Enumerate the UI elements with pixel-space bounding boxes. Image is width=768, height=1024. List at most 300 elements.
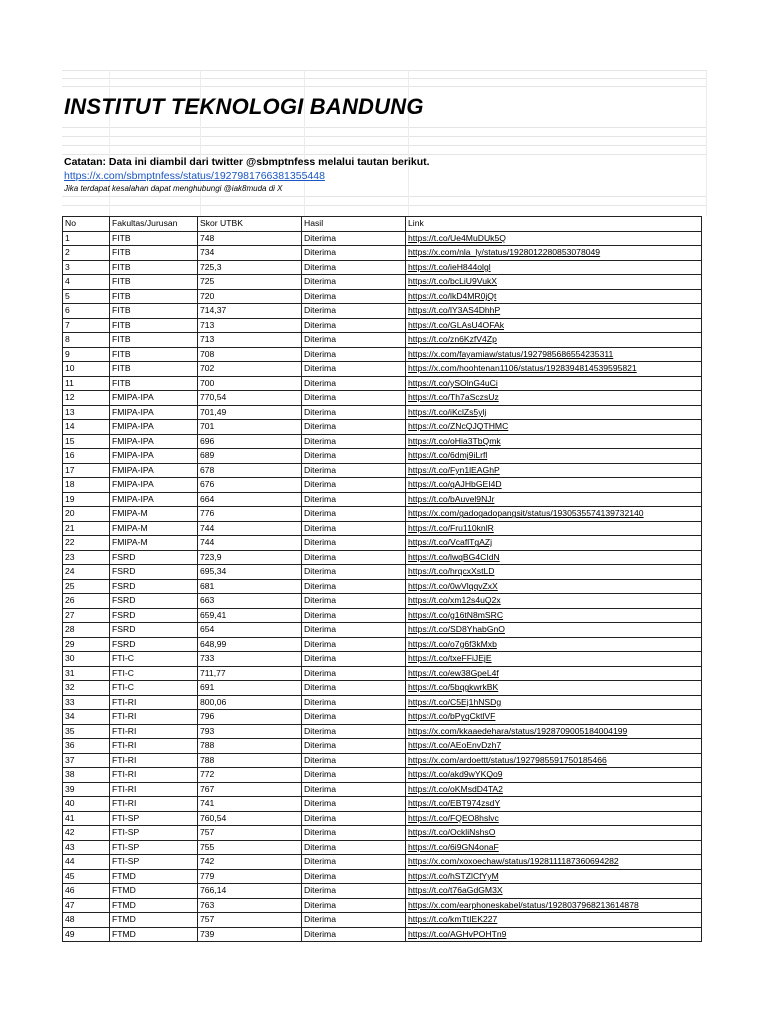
score-cell: 796: [198, 710, 302, 725]
table-body: [63, 231, 702, 942]
faculty-cell: FTI-SP: [110, 840, 198, 855]
score-cell: 695,34: [198, 565, 302, 580]
table-row: [63, 391, 702, 406]
link-cell[interactable]: https://x.com/kkaaedehara/status/1928709005184004199: [406, 724, 702, 739]
table-row: [63, 579, 702, 594]
row-number: 41: [63, 811, 110, 826]
score-cell: 744: [198, 521, 302, 536]
result-cell: Diterima: [302, 884, 406, 899]
row-number: 7: [63, 318, 110, 333]
score-cell: 793: [198, 724, 302, 739]
result-cell: Diterima: [302, 724, 406, 739]
faculty-cell: FTI-C: [110, 681, 198, 696]
faculty-cell: FMIPA-IPA: [110, 434, 198, 449]
link-cell[interactable]: https://t.co/SD8YhabGnO: [406, 623, 702, 638]
faculty-cell: FTI-SP: [110, 855, 198, 870]
score-cell: 696: [198, 434, 302, 449]
link-cell[interactable]: https://t.co/ySOlnG4uCi: [406, 376, 702, 391]
row-number: 11: [63, 376, 110, 391]
result-cell: Diterima: [302, 768, 406, 783]
table-row: [63, 376, 702, 391]
row-number: 27: [63, 608, 110, 623]
score-cell: 776: [198, 507, 302, 522]
faculty-cell: FSRD: [110, 550, 198, 565]
table-row: [63, 492, 702, 507]
score-cell: 757: [198, 826, 302, 841]
result-cell: Diterima: [302, 304, 406, 319]
result-cell: Diterima: [302, 710, 406, 725]
link-cell[interactable]: https://t.co/FQEO8hslvc: [406, 811, 702, 826]
score-cell: 744: [198, 536, 302, 551]
faculty-cell: FTI-RI: [110, 695, 198, 710]
row-number: 14: [63, 420, 110, 435]
result-cell: Diterima: [302, 463, 406, 478]
sheet-gridline: [109, 70, 110, 216]
score-cell: 757: [198, 913, 302, 928]
score-cell: 788: [198, 753, 302, 768]
result-cell: Diterima: [302, 739, 406, 754]
result-cell: Diterima: [302, 637, 406, 652]
row-number: 23: [63, 550, 110, 565]
sheet-gridline: [62, 86, 707, 87]
row-number: 8: [63, 333, 110, 348]
faculty-cell: FITB: [110, 289, 198, 304]
result-cell: Diterima: [302, 565, 406, 580]
table-row: [63, 304, 702, 319]
faculty-cell: FSRD: [110, 565, 198, 580]
score-cell: 648,99: [198, 637, 302, 652]
score-cell: 654: [198, 623, 302, 638]
link-cell[interactable]: https://t.co/ew38GpeL4f: [406, 666, 702, 681]
faculty-cell: FTI-SP: [110, 811, 198, 826]
table-row: [63, 536, 702, 551]
result-cell: Diterima: [302, 376, 406, 391]
table-row: [63, 405, 702, 420]
score-cell: 760,54: [198, 811, 302, 826]
link-cell[interactable]: https://t.co/qAJHbGEI4D: [406, 478, 702, 493]
faculty-cell: FMIPA-M: [110, 507, 198, 522]
table-row: [63, 898, 702, 913]
result-cell: Diterima: [302, 333, 406, 348]
score-cell: 689: [198, 449, 302, 464]
result-cell: Diterima: [302, 347, 406, 362]
faculty-cell: FSRD: [110, 594, 198, 609]
faculty-cell: FMIPA-IPA: [110, 492, 198, 507]
sheet-gridline: [62, 205, 707, 206]
table-row: [63, 753, 702, 768]
faculty-cell: FMIPA-IPA: [110, 463, 198, 478]
faculty-cell: FTMD: [110, 913, 198, 928]
link-cell[interactable]: https://t.co/ieH844olgl: [406, 260, 702, 275]
result-cell: Diterima: [302, 594, 406, 609]
table-row: [63, 666, 702, 681]
score-cell: 702: [198, 362, 302, 377]
link-cell[interactable]: https://t.co/bAuvel9NJr: [406, 492, 702, 507]
table-row: [63, 913, 702, 928]
link-cell[interactable]: https://x.com/ardoettt/status/1927985591750185466: [406, 753, 702, 768]
result-cell: Diterima: [302, 550, 406, 565]
row-number: 46: [63, 884, 110, 899]
table-row: [63, 840, 702, 855]
faculty-cell: FMIPA-IPA: [110, 478, 198, 493]
result-cell: Diterima: [302, 797, 406, 812]
table-row: [63, 246, 702, 261]
row-number: 40: [63, 797, 110, 812]
score-cell: 701: [198, 420, 302, 435]
faculty-cell: FTI-RI: [110, 753, 198, 768]
result-cell: Diterima: [302, 666, 406, 681]
table-row: [63, 710, 702, 725]
table-row: [63, 652, 702, 667]
faculty-cell: FTI-SP: [110, 826, 198, 841]
link-cell[interactable]: https://t.co/akd9wYKQo9: [406, 768, 702, 783]
score-cell: 714,37: [198, 304, 302, 319]
link-cell[interactable]: https://t.co/oHia3TbQmk: [406, 434, 702, 449]
link-cell[interactable]: https://t.co/ZNcQJQTHMC: [406, 420, 702, 435]
table-row: [63, 550, 702, 565]
link-cell[interactable]: https://t.co/OckliNshsO: [406, 826, 702, 841]
table-row: [63, 275, 702, 290]
result-cell: Diterima: [302, 826, 406, 841]
result-cell: Diterima: [302, 753, 406, 768]
sheet-gridline: [706, 70, 707, 216]
table-row: [63, 594, 702, 609]
result-cell: Diterima: [302, 681, 406, 696]
result-cell: Diterima: [302, 507, 406, 522]
row-number: 29: [63, 637, 110, 652]
row-number: 2: [63, 246, 110, 261]
row-number: 31: [63, 666, 110, 681]
sheet-gridline: [62, 154, 707, 155]
score-cell: 725: [198, 275, 302, 290]
row-number: 15: [63, 434, 110, 449]
result-cell: Diterima: [302, 695, 406, 710]
result-cell: Diterima: [302, 362, 406, 377]
row-number: 32: [63, 681, 110, 696]
score-cell: 664: [198, 492, 302, 507]
link-cell[interactable]: https://t.co/hrqcxXstLD: [406, 565, 702, 580]
row-number: 38: [63, 768, 110, 783]
score-cell: 742: [198, 855, 302, 870]
link-cell[interactable]: https://x.com/gadogadopangsit/status/1930535574139732140: [406, 507, 702, 522]
link-cell[interactable]: https://t.co/o7g6f3kMxb: [406, 637, 702, 652]
sheet-gridline: [62, 70, 707, 71]
link-cell[interactable]: https://t.co/GLAsU4OFAk: [406, 318, 702, 333]
link-cell[interactable]: https://t.co/C5Ej1hNSDg: [406, 695, 702, 710]
header-no: No: [63, 217, 110, 232]
row-number: 19: [63, 492, 110, 507]
link-cell[interactable]: https://t.co/VcaflTgAZj: [406, 536, 702, 551]
faculty-cell: FSRD: [110, 637, 198, 652]
result-cell: Diterima: [302, 623, 406, 638]
table-row: [63, 782, 702, 797]
table-row: [63, 811, 702, 826]
row-number: 30: [63, 652, 110, 667]
row-number: 12: [63, 391, 110, 406]
row-number: 36: [63, 739, 110, 754]
link-cell[interactable]: https://x.com/hoohtenan1106/status/1928394814539595821: [406, 362, 702, 377]
link-cell[interactable]: https://x.com/nla_ly/status/1928012280853078049: [406, 246, 702, 261]
link-cell[interactable]: https://t.co/AGHvPOHTn9: [406, 927, 702, 942]
row-number: 20: [63, 507, 110, 522]
row-number: 44: [63, 855, 110, 870]
score-cell: 720: [198, 289, 302, 304]
result-cell: Diterima: [302, 434, 406, 449]
row-number: 16: [63, 449, 110, 464]
row-number: 48: [63, 913, 110, 928]
score-cell: 708: [198, 347, 302, 362]
link-cell[interactable]: https://t.co/g16tN8mSRC: [406, 608, 702, 623]
result-cell: Diterima: [302, 536, 406, 551]
faculty-cell: FTI-RI: [110, 782, 198, 797]
row-number: 33: [63, 695, 110, 710]
table-row: [63, 434, 702, 449]
link-cell[interactable]: https://x.com/xoxoechaw/status/1928111187360694282: [406, 855, 702, 870]
result-cell: Diterima: [302, 521, 406, 536]
faculty-cell: FTMD: [110, 898, 198, 913]
link-cell[interactable]: https://t.co/Fyn1lEAGhP: [406, 463, 702, 478]
sheet-gridline: [408, 70, 409, 216]
sheet-gridline: [200, 70, 201, 216]
link-cell[interactable]: https://t.co/bcLiU9VukX: [406, 275, 702, 290]
row-number: 10: [63, 362, 110, 377]
row-number: 18: [63, 478, 110, 493]
link-cell[interactable]: https://t.co/lY3AS4DhhP: [406, 304, 702, 319]
result-cell: Diterima: [302, 275, 406, 290]
row-number: 1: [63, 231, 110, 246]
faculty-cell: FITB: [110, 318, 198, 333]
link-cell[interactable]: https://t.co/Th7aSczsUz: [406, 391, 702, 406]
table-row: [63, 855, 702, 870]
link-cell[interactable]: https://t.co/lwqBG4CIdN: [406, 550, 702, 565]
result-cell: Diterima: [302, 260, 406, 275]
score-cell: 772: [198, 768, 302, 783]
link-cell[interactable]: https://t.co/txeFFiJEjE: [406, 652, 702, 667]
result-cell: Diterima: [302, 869, 406, 884]
result-cell: Diterima: [302, 927, 406, 942]
row-number: 5: [63, 289, 110, 304]
link-cell[interactable]: https://t.co/oKMsdD4TA2: [406, 782, 702, 797]
link-cell[interactable]: https://t.co/lkD4MR0jQt: [406, 289, 702, 304]
result-cell: Diterima: [302, 913, 406, 928]
table-row: [63, 565, 702, 580]
faculty-cell: FMIPA-IPA: [110, 449, 198, 464]
faculty-cell: FITB: [110, 347, 198, 362]
header-skor: Skor UTBK: [198, 217, 302, 232]
score-cell: 800,06: [198, 695, 302, 710]
faculty-cell: FTMD: [110, 927, 198, 942]
source-link[interactable]: https://x.com/sbmptnfess/status/1927981766381355448: [64, 170, 325, 182]
table-row: [63, 362, 702, 377]
row-number: 4: [63, 275, 110, 290]
score-cell: 741: [198, 797, 302, 812]
table-row: [63, 318, 702, 333]
result-cell: Diterima: [302, 855, 406, 870]
score-cell: 779: [198, 869, 302, 884]
score-cell: 739: [198, 927, 302, 942]
table-row: [63, 463, 702, 478]
score-cell: 770,54: [198, 391, 302, 406]
score-cell: 678: [198, 463, 302, 478]
score-cell: 767: [198, 782, 302, 797]
score-cell: 725,3: [198, 260, 302, 275]
link-cell[interactable]: https://t.co/Fru110knlR: [406, 521, 702, 536]
table-row: [63, 826, 702, 841]
row-number: 3: [63, 260, 110, 275]
faculty-cell: FMIPA-IPA: [110, 391, 198, 406]
table-row: [63, 869, 702, 884]
table-row: [63, 333, 702, 348]
link-cell[interactable]: https://t.co/iKclZs5ylj: [406, 405, 702, 420]
score-cell: 755: [198, 840, 302, 855]
result-cell: Diterima: [302, 391, 406, 406]
faculty-cell: FMIPA-IPA: [110, 420, 198, 435]
faculty-cell: FITB: [110, 304, 198, 319]
faculty-cell: FMIPA-IPA: [110, 405, 198, 420]
row-number: 42: [63, 826, 110, 841]
score-cell: 733: [198, 652, 302, 667]
result-cell: Diterima: [302, 420, 406, 435]
row-number: 24: [63, 565, 110, 580]
header-hasil: Hasil: [302, 217, 406, 232]
score-cell: 711,77: [198, 666, 302, 681]
result-cell: Diterima: [302, 782, 406, 797]
row-number: 21: [63, 521, 110, 536]
faculty-cell: FSRD: [110, 579, 198, 594]
row-number: 17: [63, 463, 110, 478]
table-row: [63, 884, 702, 899]
result-cell: Diterima: [302, 478, 406, 493]
score-cell: 676: [198, 478, 302, 493]
link-cell[interactable]: https://t.co/0wVlqqvZxX: [406, 579, 702, 594]
table-header-row: [63, 217, 702, 232]
score-cell: 748: [198, 231, 302, 246]
table-row: [63, 231, 702, 246]
score-cell: 713: [198, 333, 302, 348]
faculty-cell: FTI-C: [110, 666, 198, 681]
table-row: [63, 637, 702, 652]
table-row: [63, 449, 702, 464]
link-cell[interactable]: https://x.com/earphoneskabel/status/1928037968213614878: [406, 898, 702, 913]
link-cell[interactable]: https://t.co/EBT974zsdY: [406, 797, 702, 812]
sheet-gridline: [62, 196, 707, 197]
sheet-gridline: [62, 136, 707, 137]
result-cell: Diterima: [302, 811, 406, 826]
link-cell[interactable]: https://t.co/6dmj9iLrfl: [406, 449, 702, 464]
result-cell: Diterima: [302, 405, 406, 420]
table-row: [63, 623, 702, 638]
score-cell: 788: [198, 739, 302, 754]
score-cell: 713: [198, 318, 302, 333]
score-cell: 691: [198, 681, 302, 696]
link-cell[interactable]: https://t.co/AEoEnvDzh7: [406, 739, 702, 754]
score-cell: 723,9: [198, 550, 302, 565]
row-number: 25: [63, 579, 110, 594]
link-cell[interactable]: https://t.co/zn6KzfV4Zp: [406, 333, 702, 348]
score-cell: 700: [198, 376, 302, 391]
score-cell: 659,41: [198, 608, 302, 623]
row-number: 37: [63, 753, 110, 768]
result-cell: Diterima: [302, 840, 406, 855]
score-cell: 681: [198, 579, 302, 594]
link-cell[interactable]: https://t.co/kmTtIEK227: [406, 913, 702, 928]
row-number: 49: [63, 927, 110, 942]
sheet-gridline: [62, 145, 707, 146]
result-cell: Diterima: [302, 318, 406, 333]
row-number: 39: [63, 782, 110, 797]
faculty-cell: FITB: [110, 275, 198, 290]
link-cell[interactable]: https://x.com/fayamiaw/status/1927985686554235311: [406, 347, 702, 362]
result-cell: Diterima: [302, 652, 406, 667]
table-row: [63, 507, 702, 522]
table-row: [63, 478, 702, 493]
table-row: [63, 420, 702, 435]
faculty-cell: FITB: [110, 260, 198, 275]
table-row: [63, 797, 702, 812]
results-table: [62, 216, 702, 942]
result-cell: Diterima: [302, 579, 406, 594]
table-row: [63, 289, 702, 304]
result-cell: Diterima: [302, 449, 406, 464]
table-row: [63, 260, 702, 275]
link-cell[interactable]: https://t.co/bPyqCktlVF: [406, 710, 702, 725]
faculty-cell: FTI-RI: [110, 768, 198, 783]
table-row: [63, 521, 702, 536]
faculty-cell: FTMD: [110, 884, 198, 899]
faculty-cell: FITB: [110, 246, 198, 261]
result-cell: Diterima: [302, 492, 406, 507]
faculty-cell: FMIPA-M: [110, 536, 198, 551]
row-number: 28: [63, 623, 110, 638]
faculty-cell: FSRD: [110, 623, 198, 638]
faculty-cell: FITB: [110, 362, 198, 377]
faculty-cell: FTI-RI: [110, 739, 198, 754]
table-row: [63, 347, 702, 362]
link-cell[interactable]: https://t.co/hSTZlCfYyM: [406, 869, 702, 884]
faculty-cell: FTI-RI: [110, 797, 198, 812]
link-cell[interactable]: https://t.co/5bqgkwrkBK: [406, 681, 702, 696]
table-row: [63, 608, 702, 623]
score-cell: 701,49: [198, 405, 302, 420]
result-cell: Diterima: [302, 289, 406, 304]
row-number: 45: [63, 869, 110, 884]
source-note: Catatan: Data ini diambil dari twitter @sbmptnfess melalui tautan berikut.: [64, 156, 430, 168]
link-cell[interactable]: https://t.co/6i9GN4onaF: [406, 840, 702, 855]
row-number: 43: [63, 840, 110, 855]
faculty-cell: FMIPA-M: [110, 521, 198, 536]
link-cell[interactable]: https://t.co/Ue4MuDUk5Q: [406, 231, 702, 246]
score-cell: 763: [198, 898, 302, 913]
faculty-cell: FITB: [110, 231, 198, 246]
row-number: 22: [63, 536, 110, 551]
table-row: [63, 681, 702, 696]
faculty-cell: FSRD: [110, 608, 198, 623]
faculty-cell: FTI-RI: [110, 724, 198, 739]
row-number: 9: [63, 347, 110, 362]
link-cell[interactable]: https://t.co/t76aGdGM3X: [406, 884, 702, 899]
result-cell: Diterima: [302, 246, 406, 261]
contact-note: Jika terdapat kesalahan dapat menghubungi @iak8muda di X: [64, 184, 283, 193]
page-title: INSTITUT TEKNOLOGI BANDUNG: [64, 94, 424, 119]
faculty-cell: FTMD: [110, 869, 198, 884]
score-cell: 766,14: [198, 884, 302, 899]
table-row: [63, 739, 702, 754]
sheet-gridline: [62, 78, 707, 79]
result-cell: Diterima: [302, 898, 406, 913]
faculty-cell: FTI-RI: [110, 710, 198, 725]
link-cell[interactable]: https://t.co/xm12s4uQ2x: [406, 594, 702, 609]
sheet-gridline: [304, 70, 305, 216]
